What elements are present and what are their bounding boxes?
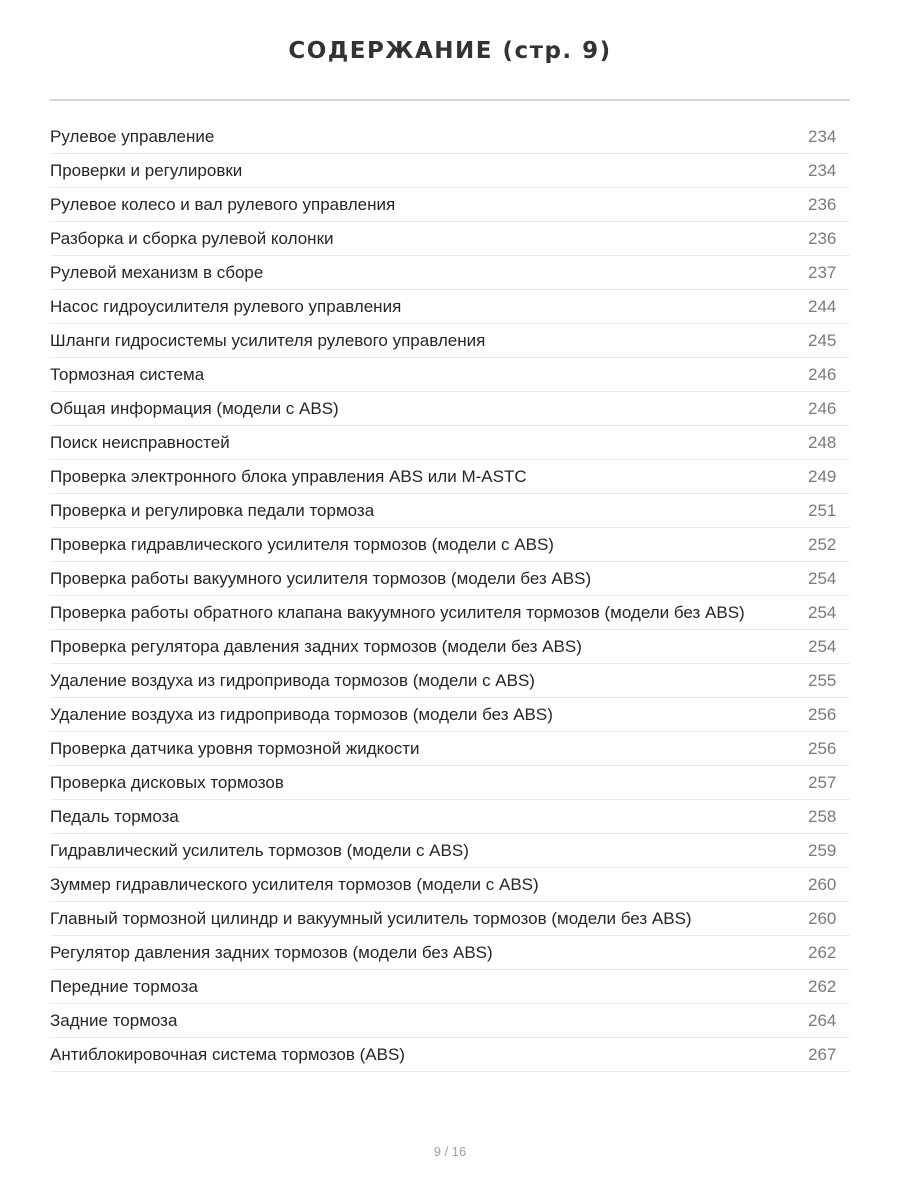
toc-entry-title[interactable]: Проверка работы вакуумного усилителя тормозов (модели без ABS): [50, 568, 592, 588]
toc-entry-title[interactable]: Проверка работы обратного клапана вакуумного усилителя тормозов (модели без ABS): [50, 602, 745, 622]
toc-entry[interactable]: [50, 120, 850, 154]
toc-entry-title[interactable]: Проверка регулятора давления задних тормозов (модели без ABS): [50, 636, 582, 656]
toc-entry[interactable]: [50, 494, 850, 528]
toc-entry[interactable]: [50, 324, 850, 358]
toc-entry[interactable]: [50, 562, 850, 596]
toc-entry-page-number: 249: [808, 466, 837, 486]
toc-entry-title[interactable]: Рулевое управление: [50, 126, 215, 146]
toc-entry[interactable]: [50, 528, 850, 562]
toc-entry[interactable]: [50, 630, 850, 664]
toc-entry-title[interactable]: Поиск неисправностей: [50, 432, 230, 452]
toc-entry[interactable]: [50, 936, 850, 970]
toc-entry-title[interactable]: Проверка дисковых тормозов: [50, 772, 284, 792]
toc-entry-title[interactable]: Удаление воздуха из гидропривода тормозов (модели с ABS): [50, 670, 535, 690]
toc-entry-title[interactable]: Педаль тормоза: [50, 806, 179, 826]
toc-entry-title[interactable]: Проверки и регулировки: [50, 160, 243, 180]
toc-entry-title[interactable]: Разборка и сборка рулевой колонки: [50, 228, 334, 248]
toc-entry-title[interactable]: Рулевое колесо и вал рулевого управления: [50, 194, 396, 214]
toc-entry[interactable]: [50, 256, 850, 290]
toc-entry-title[interactable]: Насос гидроусилителя рулевого управления: [50, 296, 402, 316]
toc-entry-page-number: 234: [808, 126, 837, 146]
toc-entry-title[interactable]: Проверка и регулировка педали тормоза: [50, 500, 375, 520]
toc-entry[interactable]: [50, 800, 850, 834]
toc-entry-page-number: 256: [808, 704, 837, 724]
toc-entry[interactable]: [50, 970, 850, 1004]
toc-entry-page-number: 234: [808, 160, 837, 180]
toc-entry-page-number: 257: [808, 772, 837, 792]
toc-entry-page-number: 252: [808, 534, 837, 554]
toc-entry-title[interactable]: Антиблокировочная система тормозов (ABS): [50, 1044, 405, 1064]
toc-entry[interactable]: [50, 392, 850, 426]
toc-entry-title[interactable]: Шланги гидросистемы усилителя рулевого управления: [50, 330, 486, 350]
toc-entry[interactable]: [50, 1004, 850, 1038]
toc-entry-page-number: 254: [808, 602, 837, 622]
toc-entry-page-number: 256: [808, 738, 837, 758]
toc-entry-title[interactable]: Регулятор давления задних тормозов (модели без ABS): [50, 942, 493, 962]
toc-entry[interactable]: [50, 188, 850, 222]
toc-entry-page-number: 246: [808, 398, 837, 418]
toc-entry-title[interactable]: Главный тормозной цилиндр и вакуумный усилитель тормозов (модели без ABS): [50, 908, 692, 928]
toc-entry[interactable]: [50, 290, 850, 324]
toc-entry-title[interactable]: Тормозная система: [50, 364, 205, 384]
toc-entry[interactable]: [50, 460, 850, 494]
toc-entry-title[interactable]: Общая информация (модели с ABS): [50, 398, 339, 418]
toc-entry-page-number: 254: [808, 636, 837, 656]
toc-entry-title[interactable]: Проверка гидравлического усилителя тормозов (модели с ABS): [50, 534, 554, 554]
page-title: СОДЕРЖАНИЕ (стр. 9): [288, 38, 612, 64]
toc-entry[interactable]: [50, 222, 850, 256]
toc-entry-page-number: 260: [808, 908, 837, 928]
toc-entry-title[interactable]: Проверка датчика уровня тормозной жидкости: [50, 738, 420, 758]
toc-entry[interactable]: [50, 596, 850, 630]
table-of-contents: [50, 120, 850, 1072]
toc-entry-page-number: 245: [808, 330, 837, 350]
toc-entry-page-number: 251: [808, 500, 837, 520]
toc-entry-title[interactable]: Зуммер гидравлического усилителя тормозов (модели с ABS): [50, 874, 539, 894]
toc-entry-title[interactable]: Рулевой механизм в сборе: [50, 262, 264, 282]
toc-entry-page-number: 248: [808, 432, 837, 452]
toc-entry[interactable]: [50, 766, 850, 800]
toc-entry-page-number: 262: [808, 976, 837, 996]
toc-entry-page-number: 255: [808, 670, 837, 690]
toc-entry[interactable]: [50, 868, 850, 902]
toc-entry-title[interactable]: Удаление воздуха из гидропривода тормозов (модели без ABS): [50, 704, 553, 724]
toc-entry[interactable]: [50, 1038, 850, 1072]
toc-entry[interactable]: [50, 154, 850, 188]
toc-entry[interactable]: [50, 902, 850, 936]
toc-entry-title[interactable]: Проверка электронного блока управления ABS или M-ASTC: [50, 466, 527, 486]
page-indicator: 9 / 16: [433, 1144, 467, 1159]
toc-entry-page-number: 258: [808, 806, 837, 826]
toc-entry[interactable]: [50, 698, 850, 732]
toc-entry-title[interactable]: Передние тормоза: [50, 976, 198, 996]
toc-entry-page-number: 244: [808, 296, 837, 316]
toc-entry-page-number: 259: [808, 840, 837, 860]
toc-entry-page-number: 260: [808, 874, 837, 894]
toc-entry-title[interactable]: Задние тормоза: [50, 1010, 178, 1030]
toc-entry-page-number: 237: [808, 262, 837, 282]
toc-entry-page-number: 236: [808, 228, 837, 248]
toc-entry-page-number: 262: [808, 942, 837, 962]
title-divider: [50, 99, 850, 101]
toc-entry-page-number: 246: [808, 364, 837, 384]
toc-entry[interactable]: [50, 358, 850, 392]
toc-entry-page-number: 267: [808, 1044, 837, 1064]
toc-entry[interactable]: [50, 426, 850, 460]
toc-entry-page-number: 254: [808, 568, 837, 588]
toc-entry-page-number: 264: [808, 1010, 837, 1030]
toc-entry-page-number: 236: [808, 194, 837, 214]
toc-entry-title[interactable]: Гидравлический усилитель тормозов (модели с ABS): [50, 840, 469, 860]
toc-entry[interactable]: [50, 664, 850, 698]
toc-entry[interactable]: [50, 732, 850, 766]
toc-entry[interactable]: [50, 834, 850, 868]
